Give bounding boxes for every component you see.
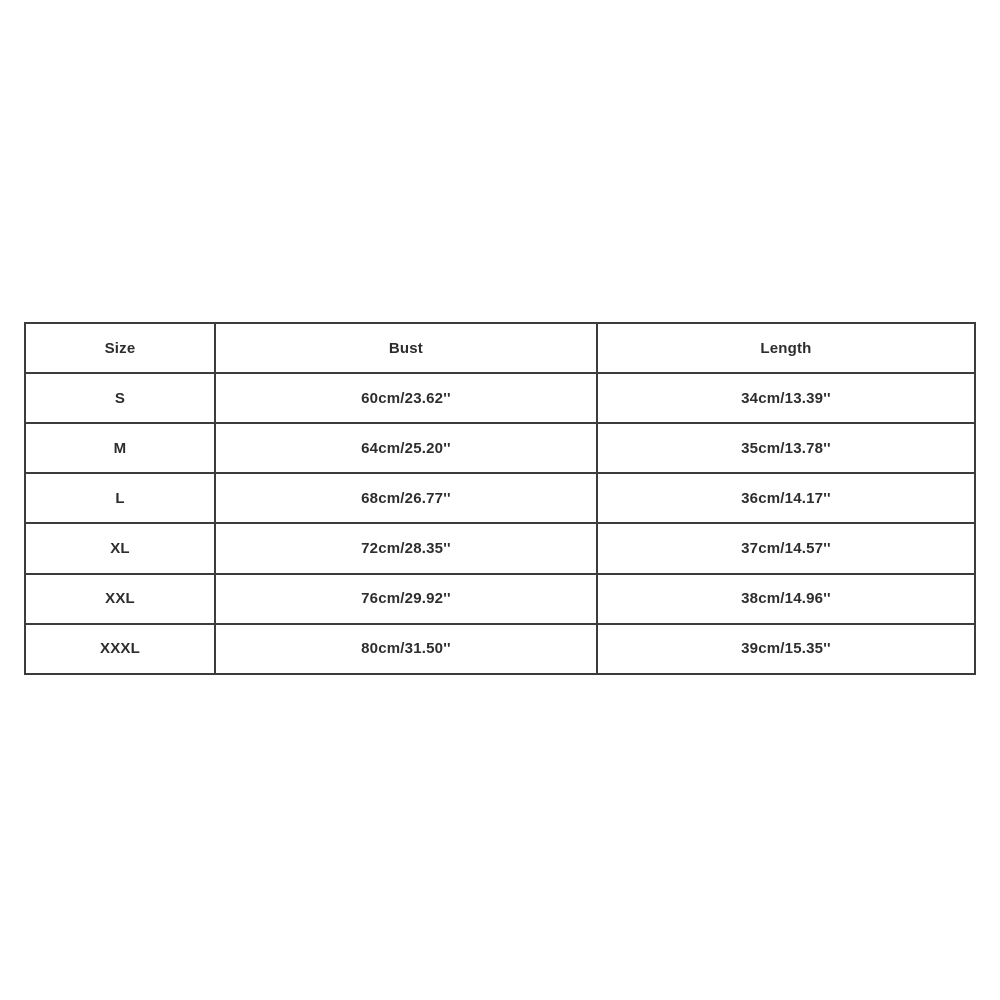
cell-bust: 64cm/25.20'' [215,423,597,473]
cell-size: S [25,373,215,423]
column-header-bust: Bust [215,323,597,373]
header-row [25,323,975,373]
cell-bust: 80cm/31.50'' [215,624,597,674]
table-row-l [25,473,975,523]
table-row-xxxl [25,624,975,674]
table-row-s [25,373,975,423]
cell-length: 36cm/14.17'' [597,473,975,523]
cell-size: L [25,473,215,523]
table-row-xl [25,523,975,573]
cell-length: 37cm/14.57'' [597,523,975,573]
cell-size: XXXL [25,624,215,674]
column-header-size: Size [25,323,215,373]
cell-size: XL [25,523,215,573]
cell-length: 39cm/15.35'' [597,624,975,674]
cell-length: 35cm/13.78'' [597,423,975,473]
cell-size: M [25,423,215,473]
cell-bust: 60cm/23.62'' [215,373,597,423]
table-row-m [25,423,975,473]
column-header-length: Length [597,323,975,373]
cell-bust: 76cm/29.92'' [215,574,597,624]
table-row-xxl [25,574,975,624]
cell-size: XXL [25,574,215,624]
cell-length: 38cm/14.96'' [597,574,975,624]
cell-bust: 68cm/26.77'' [215,473,597,523]
cell-bust: 72cm/28.35'' [215,523,597,573]
cell-length: 34cm/13.39'' [597,373,975,423]
size-chart-table [24,322,976,675]
